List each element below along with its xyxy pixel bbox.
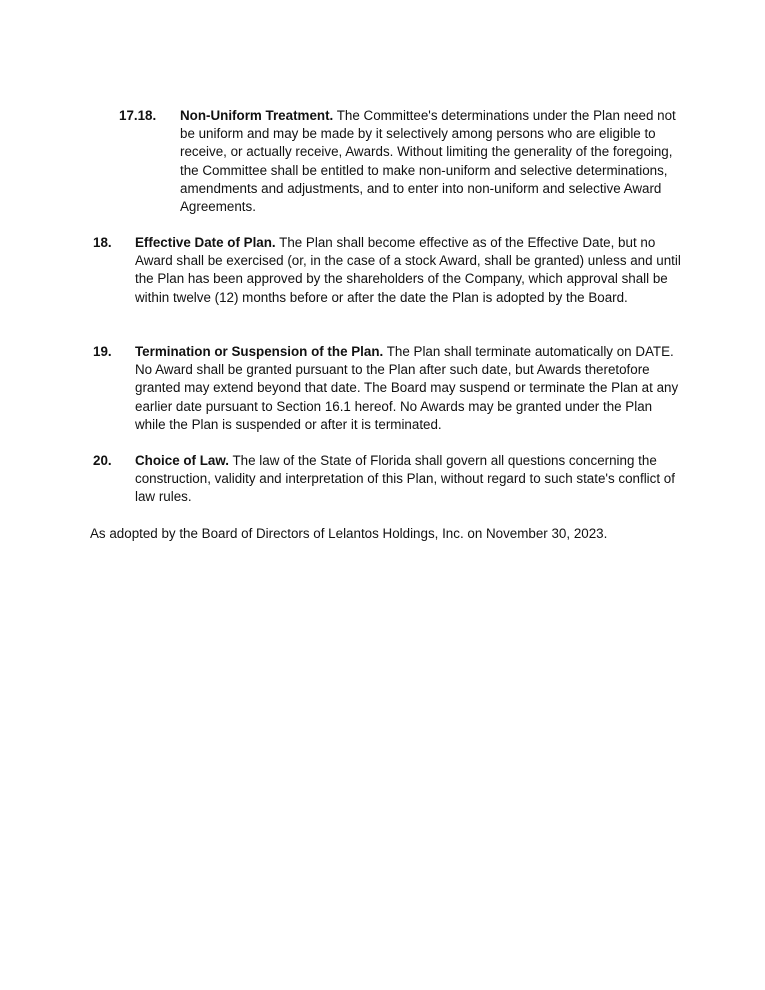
section-number: 19. [93, 344, 112, 359]
section-body [180, 107, 678, 216]
section-text: The Committee's determinations under the Plan need not be uniform and may be made by it selectively among persons who are eligible to receive, or actually receive, Awards. Without limiting the generality of the foregoing, the Committee shall be entitled to make non-uniform and selective determinations, amendments and adjustments, and to enter into non-uniform and selective Award Agreements. [180, 108, 676, 215]
section-text: The law of the State of Florida shall govern all questions concerning the construction, validity and interpretation of this Plan, without regard to such state's conflict of law rules. [135, 453, 675, 505]
section-number: 20. [93, 453, 112, 468]
section-number: 17.18. [119, 108, 157, 123]
adoption-statement: As adopted by the Board of Directors of Lelantos Holdings, Inc. on November 30, 2023. [90, 526, 608, 541]
section-heading: Choice of Law. [135, 453, 229, 468]
section-body [135, 343, 683, 434]
section-body [135, 234, 683, 307]
section-text: The Plan shall become effective as of the Effective Date, but no Award shall be exercised (or, in the case of a stock Award, shall be granted) unless and until the Plan has been approved by the shareholders of the Company, which approval shall be within twelve (12) months before or after the date the Plan is adopted by the Board. [135, 235, 681, 305]
section-body [135, 452, 683, 507]
section-text: The Plan shall terminate automatically on DATE. No Award shall be granted pursuant to the Plan after such date, but Awards theretofore granted may extend beyond that date. The Board may suspend or terminate the Plan at any earlier date pursuant to Section 16.1 hereof. No Awards may be granted under the Plan while the Plan is suspended or after it is terminated. [135, 344, 679, 432]
section-heading: Non-Uniform Treatment. [180, 108, 334, 123]
section-number: 18. [93, 235, 112, 250]
section-heading: Termination or Suspension of the Plan. [135, 344, 384, 359]
section-heading: Effective Date of Plan. [135, 235, 276, 250]
